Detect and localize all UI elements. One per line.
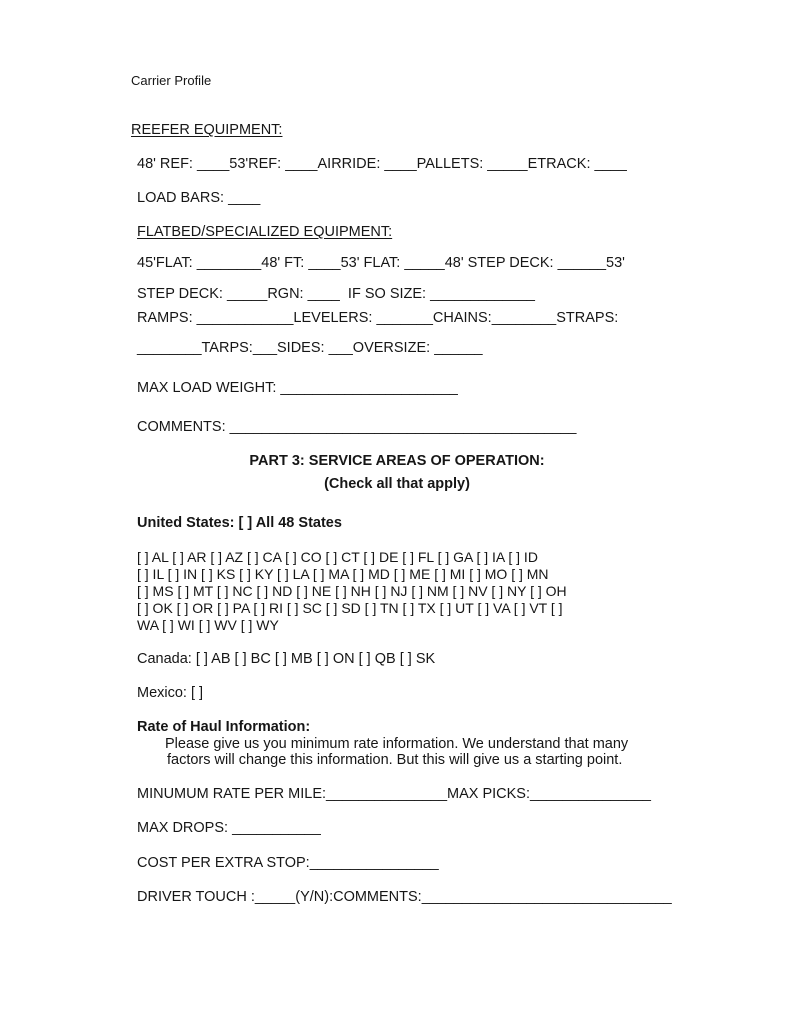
comments-label: COMMENTS: xyxy=(137,419,226,435)
max-picks-label: MAX PICKS: xyxy=(447,786,531,802)
driver-touch-comments-label: (Y/N):COMMENTS: xyxy=(295,889,422,905)
levelers-blank[interactable]: _______ xyxy=(376,310,433,326)
flat-53-label: 53' FLAT: xyxy=(340,255,401,271)
reefer-line-1 xyxy=(137,155,627,173)
max-load-weight-line xyxy=(137,379,458,397)
reefer-equipment-heading: REEFER EQUIPMENT: xyxy=(131,122,283,138)
rate-of-haul-heading: Rate of Haul Information: xyxy=(137,719,311,735)
step-deck-48-blank[interactable]: ______ xyxy=(557,255,607,271)
load-bars-label: LOAD BARS: xyxy=(137,190,225,206)
rgn-blank[interactable]: ____ xyxy=(307,286,340,302)
cost-extra-stop-label: COST PER EXTRA STOP: xyxy=(137,855,310,871)
tarps-label: TARPS: xyxy=(201,340,253,356)
if-so-size-blank[interactable]: _____________ xyxy=(430,286,535,302)
flat-45-label: 45'FLAT: xyxy=(137,255,193,271)
cost-extra-stop-blank[interactable]: ________________ xyxy=(309,855,439,871)
airride-label: AIRRIDE: xyxy=(317,156,381,172)
rate-of-haul-text-2: factors will change this information. But this will give us a starting point. xyxy=(167,752,623,768)
driver-touch-blank[interactable]: _____ xyxy=(254,889,296,905)
airride-blank[interactable]: ____ xyxy=(384,156,417,172)
cost-extra-stop-line xyxy=(137,854,439,872)
tarps-blank[interactable]: ___ xyxy=(252,340,278,356)
ref-53-blank[interactable]: ____ xyxy=(285,156,318,172)
min-rate-blank[interactable]: _______________ xyxy=(326,786,448,802)
step-deck-48-label: 48' STEP DECK: xyxy=(444,255,554,271)
chains-blank[interactable]: ________ xyxy=(491,310,557,326)
united-states-label: United States: [ ] All 48 States xyxy=(137,515,342,531)
rate-of-haul-text-1: Please give us you minimum rate information. We understand that many xyxy=(165,736,629,752)
load-bars-blank[interactable]: ____ xyxy=(228,190,261,206)
driver-touch-label: DRIVER TOUCH : xyxy=(137,889,255,905)
rgn-label: RGN: xyxy=(267,286,304,302)
levelers-label: LEVELERS: xyxy=(293,310,373,326)
driver-touch-comments-blank[interactable]: _______________________________ xyxy=(421,889,672,905)
flatbed-equipment-heading: FLATBED/SPECIALIZED EQUIPMENT: xyxy=(137,224,393,240)
flat-53-blank[interactable]: _____ xyxy=(404,255,445,271)
mexico-line[interactable]: Mexico: [ ] xyxy=(137,685,204,701)
straps-blank[interactable]: ________ xyxy=(137,340,202,356)
flat-45-blank[interactable]: ________ xyxy=(196,255,262,271)
step-deck-53-label: 53' xyxy=(606,255,625,271)
ft-48-blank[interactable]: ____ xyxy=(308,255,341,271)
states-row-2[interactable]: [ ] IL [ ] IN [ ] KS [ ] KY [ ] LA [ ] MA [ ] MD [ ] ME [ ] MI [ ] MO [ ] MN xyxy=(137,566,549,582)
step-deck-blank[interactable]: _____ xyxy=(226,286,268,302)
if-so-size-label: IF SO SIZE: xyxy=(347,286,427,302)
max-drops-label: MAX DROPS: xyxy=(137,820,229,836)
oversize-blank[interactable]: ______ xyxy=(434,340,483,356)
states-row-1[interactable]: [ ] AL [ ] AR [ ] AZ [ ] CA [ ] CO [ ] CT [ ] DE [ ] FL [ ] GA [ ] IA [ ] ID xyxy=(137,549,538,565)
comments-blank[interactable]: ___________________________________________ xyxy=(229,419,577,435)
max-drops-blank[interactable]: ___________ xyxy=(232,820,321,836)
flatbed-line-2 xyxy=(137,285,535,303)
ref-48-label: 48' REF: xyxy=(137,156,193,172)
etrack-blank[interactable]: ____ xyxy=(594,156,627,172)
straps-label: STRAPS: xyxy=(556,310,619,326)
part3-title: PART 3: SERVICE AREAS OF OPERATION: xyxy=(249,453,545,469)
flatbed-line-4 xyxy=(137,339,483,357)
ref-48-blank[interactable]: ____ xyxy=(197,156,230,172)
chains-label: CHAINS: xyxy=(432,310,492,326)
ref-53-label: 53'REF: xyxy=(229,156,282,172)
flatbed-line-1 xyxy=(137,254,625,272)
states-row-3[interactable]: [ ] MS [ ] MT [ ] NC [ ] ND [ ] NE [ ] NH [ ] NJ [ ] NM [ ] NV [ ] NY [ ] OH xyxy=(137,583,567,599)
states-row-5[interactable]: WA [ ] WI [ ] WV [ ] WY xyxy=(137,617,279,633)
canada-line[interactable]: Canada: [ ] AB [ ] BC [ ] MB [ ] ON [ ] QB [ ] SK xyxy=(137,651,436,667)
sides-blank[interactable]: ___ xyxy=(328,340,353,356)
step-deck-label: STEP DECK: xyxy=(137,286,223,302)
reefer-line-2 xyxy=(137,189,260,207)
sides-label: SIDES: xyxy=(277,340,325,356)
max-picks-blank[interactable]: _______________ xyxy=(530,786,651,802)
min-rate-line xyxy=(137,785,651,803)
comments-line xyxy=(137,418,576,436)
ramps-label: RAMPS: xyxy=(137,310,193,326)
ft-48-label: 48' FT: xyxy=(261,255,305,271)
etrack-label: ETRACK: xyxy=(527,156,591,172)
flatbed-line-3 xyxy=(137,309,618,327)
max-load-weight-blank[interactable]: ______________________ xyxy=(280,380,458,396)
oversize-label: OVERSIZE: xyxy=(352,340,431,356)
states-row-4[interactable]: [ ] OK [ ] OR [ ] PA [ ] RI [ ] SC [ ] SD [ ] TN [ ] TX [ ] UT [ ] VA [ ] VT [ ] xyxy=(137,600,563,616)
min-rate-label: MINUMUM RATE PER MILE: xyxy=(137,786,327,802)
max-load-weight-label: MAX LOAD WEIGHT: xyxy=(137,380,277,396)
part3-subtitle: (Check all that apply) xyxy=(324,476,470,492)
pallets-blank[interactable]: _____ xyxy=(487,156,528,172)
driver-touch-line xyxy=(137,888,672,906)
ramps-blank[interactable]: ____________ xyxy=(196,310,294,326)
max-drops-line xyxy=(137,819,321,837)
page-header-title: Carrier Profile xyxy=(131,73,212,88)
pallets-label: PALLETS: xyxy=(416,156,484,172)
